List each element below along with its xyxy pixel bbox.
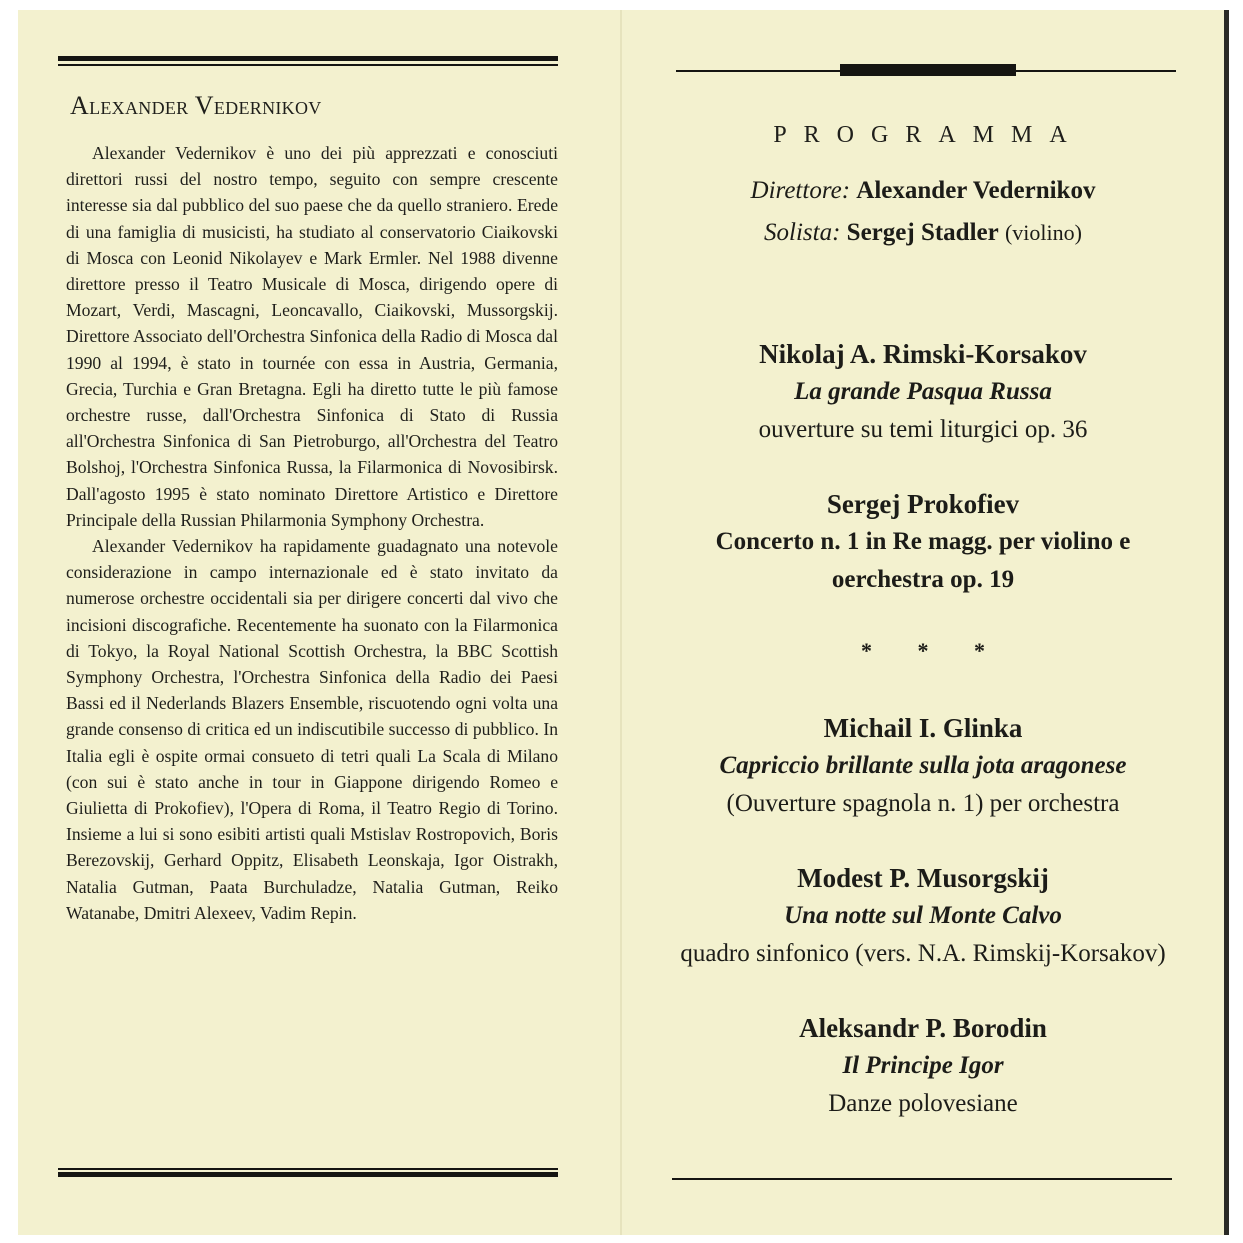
left-bottom-rule-thin: [58, 1168, 558, 1170]
work-composer: Aleksandr P. Borodin: [799, 1013, 1047, 1043]
work-description: (Ouverture spagnola n. 1) per orchestra: [726, 790, 1120, 817]
conductor-credit: [640, 176, 1206, 206]
work-title: Concerto n. 1 in Re magg. per violino e: [715, 528, 1131, 555]
soloist-role: Solista:: [764, 219, 841, 246]
work-composer: Michail I. Glinka: [823, 713, 1023, 743]
programma-title: PROGRAMMA: [773, 122, 1084, 148]
soloist-credit: [640, 218, 1206, 248]
work-description: Danze polovesiane: [828, 1090, 1018, 1117]
soloist-instrument: (violino): [1004, 220, 1082, 245]
program-work: [640, 1009, 1206, 1123]
right-bottom-rule: [672, 1178, 1172, 1180]
work-composer: Modest P. Musorgskij: [797, 863, 1049, 893]
left-top-rule-thin: [58, 64, 558, 66]
right-top-bar: [840, 64, 1016, 76]
interval-separator: * * *: [861, 638, 1005, 663]
soloist-name: Sergej Stadler: [846, 219, 999, 246]
booklet-edge: [1224, 10, 1229, 1235]
program-work: [640, 485, 1206, 599]
conductor-name: Alexander Vedernikov: [856, 177, 1096, 204]
work-title: Capriccio brillante sulla jota aragonese: [719, 752, 1127, 779]
work-description: ouverture su temi liturgici op. 36: [758, 416, 1088, 443]
work-composer: Nikolaj A. Rimski-Korsakov: [759, 339, 1087, 369]
program-work: [640, 859, 1206, 973]
work-title: Il Principe Igor: [842, 1052, 1004, 1079]
work-title: La grande Pasqua Russa: [794, 378, 1052, 405]
bio-paragraph: Alexander Vedernikov è uno dei più apprezzati e conosciuti direttori russi del nostro tempo, seguito con sempre crescente interesse sia dal pubblico del suo paese che da quello straniero. Erede di una famiglia di musicisti, ha studiato al conservatorio Ciaikovski di Mosca con Leonid Nikolayev e Mark Ermler. Nel 1988 divenne direttore presso il Teatro Musicale di Mosca, dirigendo opere di Mozart, Verdi, Mascagni, Leoncavallo, Ciaikovski, Mussorgskij. Direttore Associato dell'Orchestra Sinfonica della Radio di Mosca dal 1990 al 1994, è stato in tournée con essa in Austria, Germania, Grecia, Turchia e Gran Bretagna. Egli ha diretto tutte le più famose orchestre russe, dall'Orchestra Sinfonica di Stato di Russia all'Orchestra Sinfonica di San Pietroburgo, all'Orchestra del Teatro Bolshoj, l'Orchestra Sinfonica Russa, la Filarmonica di Novosibirsk. Dall'agosto 1995 è stato nominato Direttore Artistico e Direttore Principale della Russian Philarmonia Symphony Orchestra.: [66, 143, 558, 530]
bio-paragraph: Alexander Vedernikov ha rapidamente guadagnato una notevole considerazione in campo internazionale ed è stato invitato da numerose orchestre occidentali sia per dirigere concerti dal vivo che incisioni discografiche. Recentemente ha suonato con la Filarmonica di Tokyo, la Royal National Scottish Orchestra, la BBC Scottish Symphony Orchestra, l'Orchestra Sinfonica della Radio dei Paesi Bassi ed il Nederlands Blazers Ensemble, riscuotendo ogni volta una grande consenso di critica ed un indiscutibile successo di pubblico. In Italia egli è ospite ormai consueto di tetri quali La Scala di Milano (con sui è stato anche in tour in Giappone dirigendo Romeo e Giulietta di Prokofiev), l'Opera di Roma, il Teatro Regio di Torino. Insieme a lui si sono esibiti artisti quali Mstislav Rostropovich, Boris Berezovskij, Gerhard Oppitz, Elisabeth Leonskaja, Igor Oistrakh, Natalia Gutman, Paata Burchuladze, Natalia Gutman, Reiko Watanabe, Dmitri Alexeev, Vadim Repin.: [66, 536, 558, 923]
bio-heading: Alexander Vedernikov: [70, 91, 322, 120]
conductor-role: Direttore:: [750, 177, 851, 204]
work-title: Una notte sul Monte Calvo: [784, 902, 1062, 929]
work-title: oerchestra op. 19: [831, 566, 1015, 593]
left-top-rule-thick: [58, 56, 558, 61]
work-description: quadro sinfonico (vers. N.A. Rimskij-Korsakov): [680, 940, 1166, 967]
bio-text: [66, 140, 558, 980]
program-work: [640, 335, 1206, 449]
page-fold: [620, 10, 622, 1235]
work-composer: Sergej Prokofiev: [826, 489, 1020, 519]
program-work: [640, 709, 1206, 823]
left-bottom-rule-thick: [58, 1172, 558, 1177]
